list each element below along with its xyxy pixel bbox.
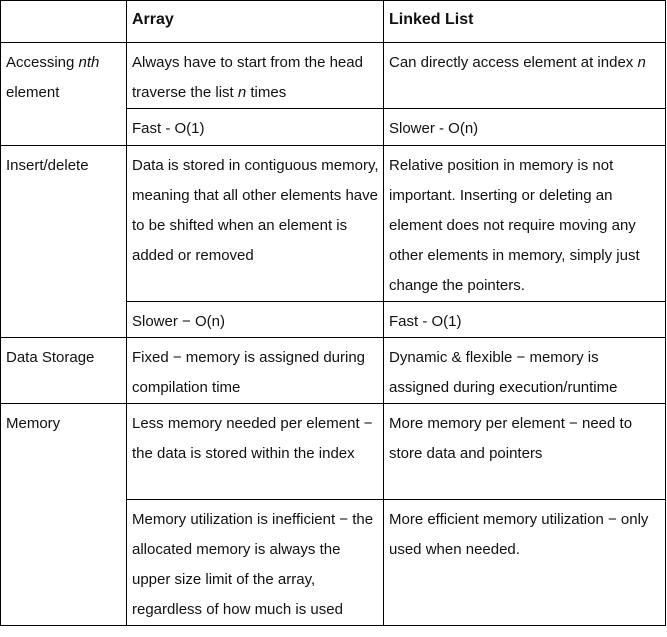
array-cell: Data is stored in contiguous memory, meaning that all other elements have to be shifted when an element is added or removed <box>127 146 384 302</box>
category-memory: Memory <box>1 404 127 626</box>
category-text: Accessing <box>6 54 79 71</box>
category-text: element <box>6 84 60 101</box>
linked-cell <box>384 43 666 109</box>
linked-cell: Slower - O(n) <box>384 109 666 146</box>
category-accessing <box>1 43 127 146</box>
linked-cell: More memory per element − need to store data and pointers <box>384 404 666 500</box>
category-data-storage: Data Storage <box>1 338 127 404</box>
cell-text: Always have to start from the head traverse the list <box>132 54 363 101</box>
category-italic: nth <box>78 54 100 71</box>
array-cell <box>127 43 384 109</box>
array-cell: Memory utilization is inefficient − the allocated memory is always the upper size limit of the array, regardless of how much is used <box>127 500 384 626</box>
header-row <box>1 1 666 43</box>
array-cell: Less memory needed per element − the data is stored within the index <box>127 404 384 500</box>
table-row-data-storage <box>1 338 666 404</box>
array-cell: Fixed − memory is assigned during compilation time <box>127 338 384 404</box>
table-row-accessing <box>1 43 666 109</box>
header-array: Array <box>127 1 384 43</box>
cell-italic: n <box>237 84 247 101</box>
category-insert-delete: Insert/delete <box>1 146 127 338</box>
linked-cell: More efficient memory utilization − only used when needed. <box>384 500 666 626</box>
header-empty <box>1 1 127 43</box>
linked-cell: Dynamic & flexible − memory is assigned during execution/runtime <box>384 338 666 404</box>
linked-cell: Fast - O(1) <box>384 302 666 338</box>
header-linked-list: Linked List <box>384 1 666 43</box>
array-cell: Slower − O(n) <box>127 302 384 338</box>
linked-cell: Relative position in memory is not important. Inserting or deleting an element does not require moving any other elements in memory, simply just change the pointers. <box>384 146 666 302</box>
cell-text: times <box>246 84 287 101</box>
cell-text: Can directly access element at index <box>389 54 638 71</box>
table-row-insert-delete <box>1 146 666 302</box>
table-row-memory <box>1 404 666 500</box>
cell-italic: n <box>637 54 646 71</box>
array-cell: Fast - O(1) <box>127 109 384 146</box>
